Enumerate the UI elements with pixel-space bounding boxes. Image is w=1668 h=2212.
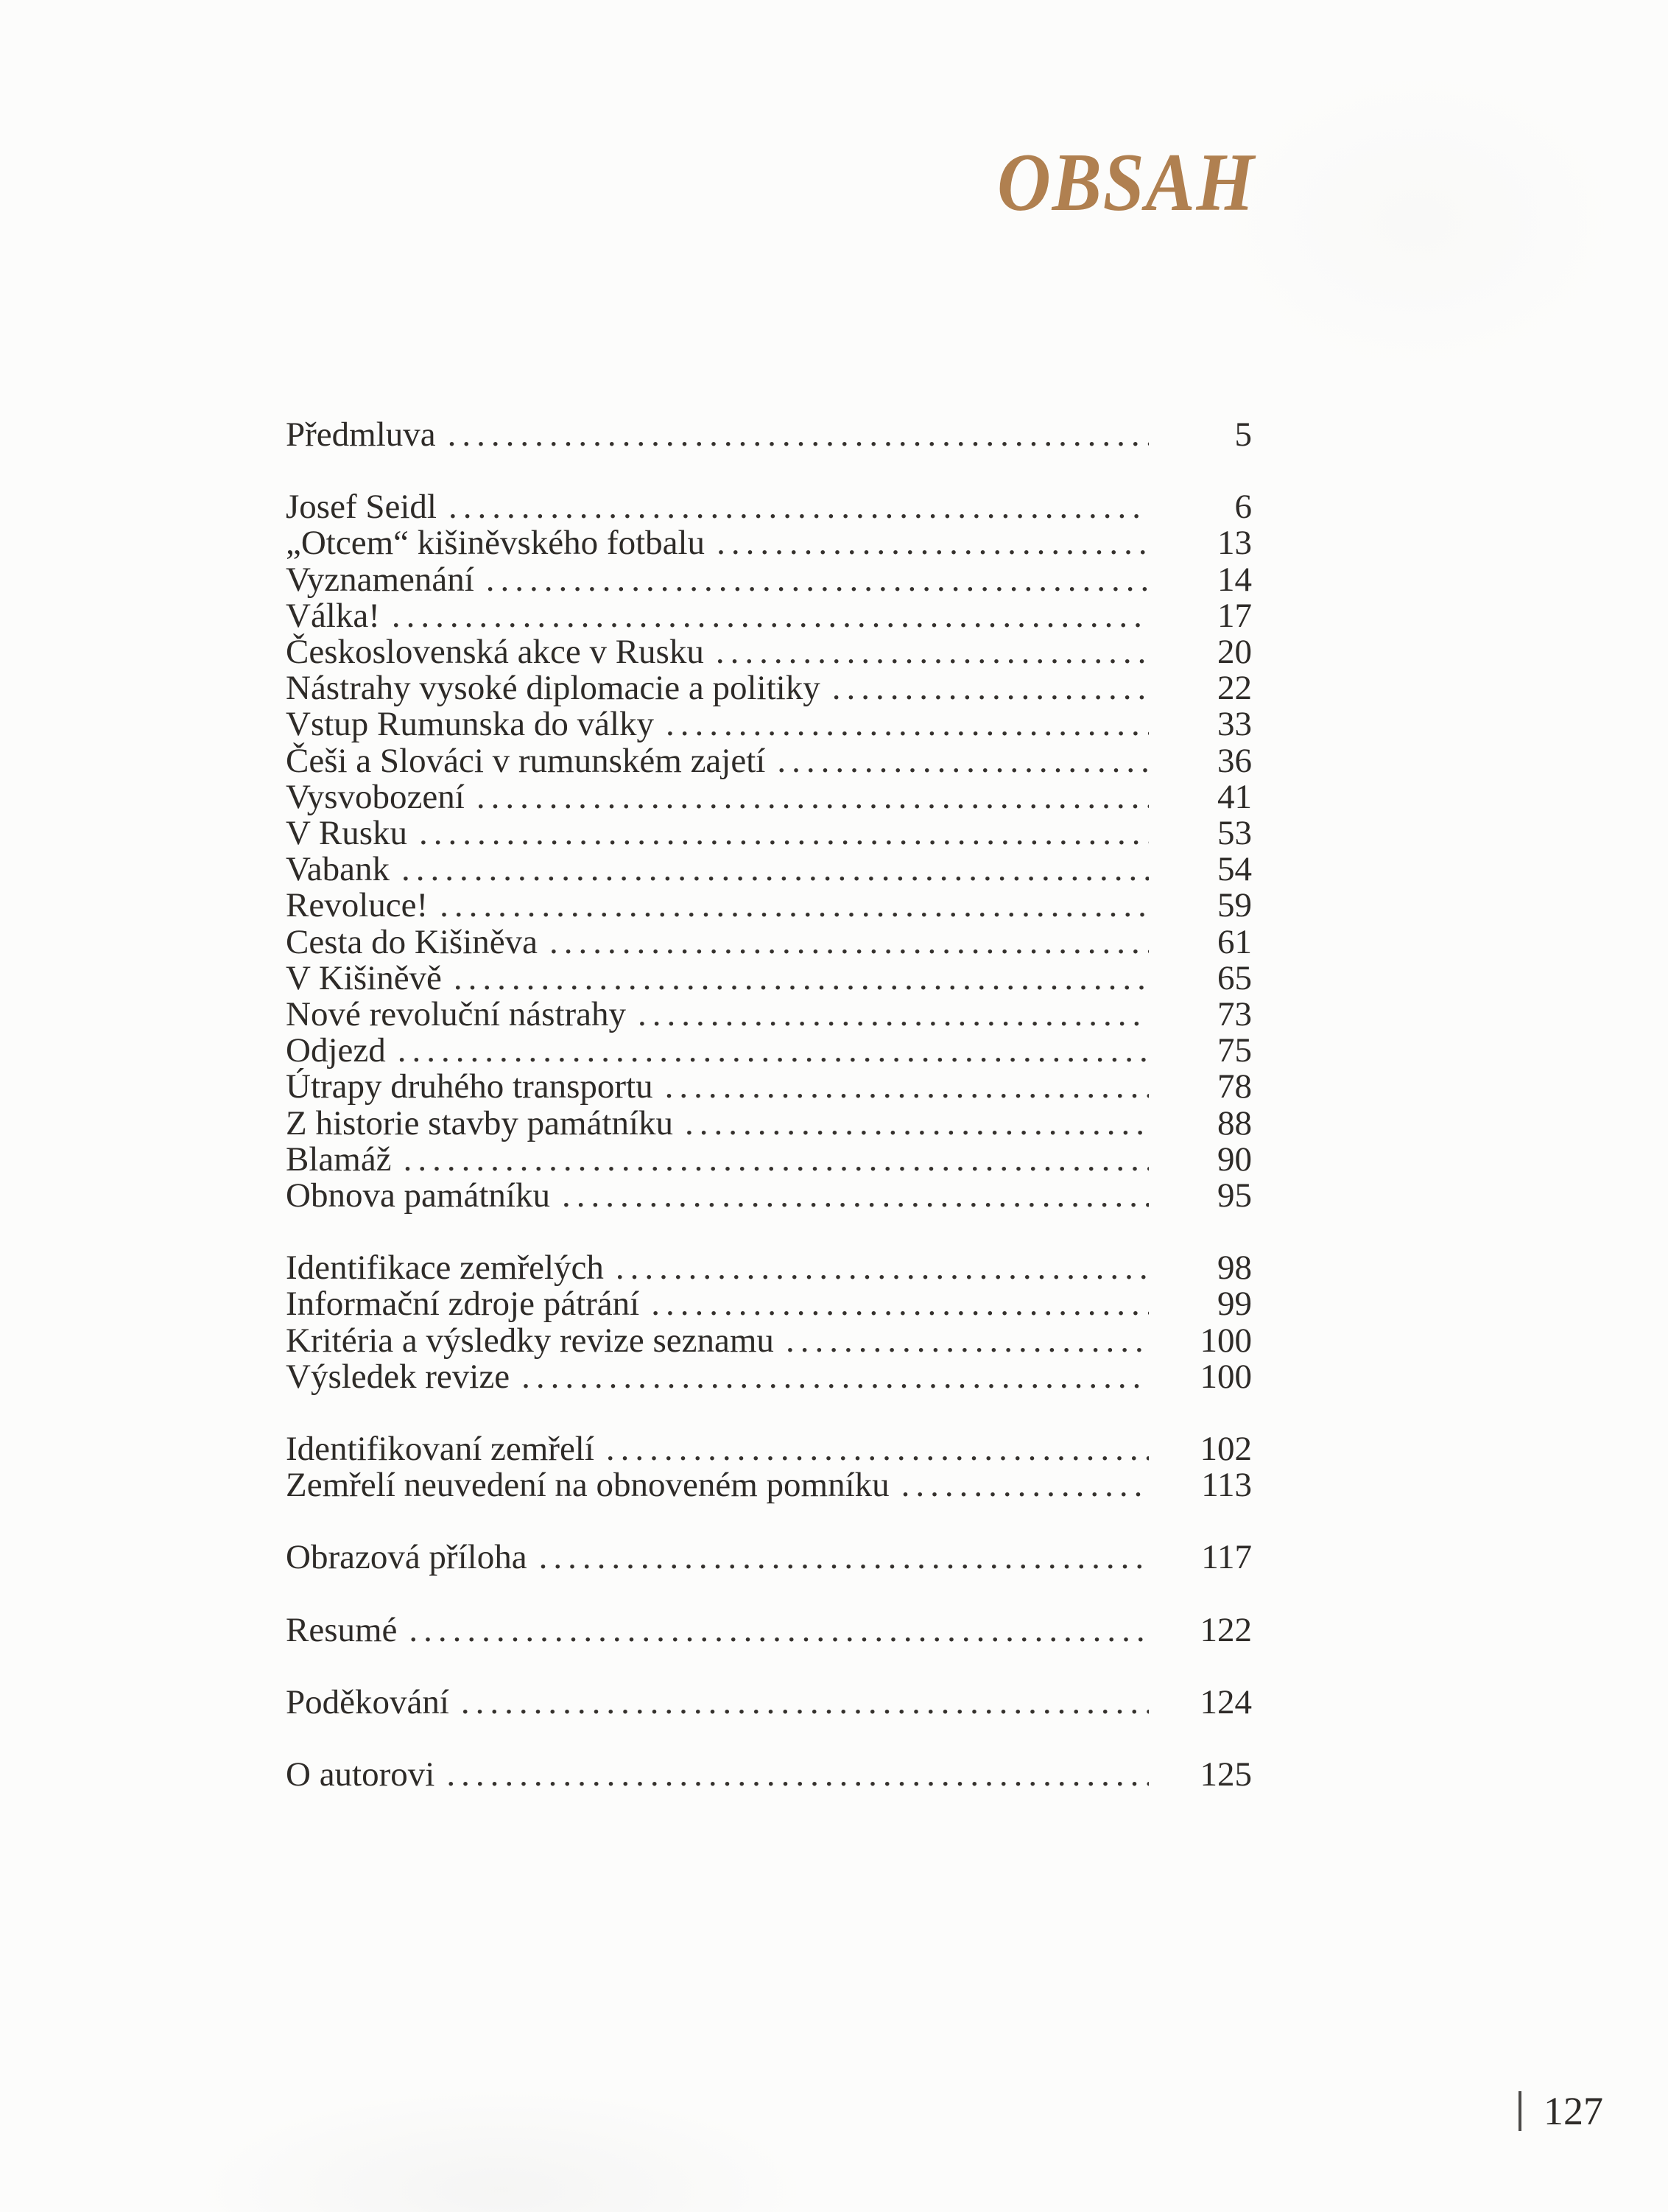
toc-entry-label: Vabank <box>286 850 390 889</box>
toc-entry-label: Obnova památníku <box>286 1176 550 1215</box>
toc-entry-page: 33 <box>1217 705 1252 744</box>
toc-entry-label: Nástrahy vysoké diplomacie a politiky <box>286 669 820 708</box>
toc-entry-label: Výsledek revize <box>286 1357 510 1396</box>
toc-entry <box>286 997 1252 1033</box>
toc-entry <box>286 562 1252 598</box>
dot-leader <box>777 743 1149 779</box>
toc-entry-label: Kritéria a výsledky revize seznamu <box>286 1321 774 1360</box>
toc-entry-page: 90 <box>1217 1140 1252 1179</box>
toc-entry-page: 20 <box>1217 633 1252 672</box>
toc-entry-label: Z historie stavby památníku <box>286 1103 674 1142</box>
toc-entry-page: 113 <box>1201 1466 1252 1505</box>
toc-entry-page: 78 <box>1217 1067 1252 1106</box>
toc-entry-label: Obrazová příloha <box>286 1538 527 1577</box>
toc-entry-label: V Kišiněvě <box>286 958 442 997</box>
toc-entry <box>286 958 1252 997</box>
toc-entry-page: 102 <box>1200 1430 1252 1469</box>
toc-entry-label: Josef Seidl <box>286 488 437 527</box>
toc-entry-label: Odjezd <box>286 1031 386 1070</box>
toc-entry-label: Revoluce! <box>286 886 429 925</box>
toc-entry-page: 41 <box>1217 777 1252 816</box>
toc-entry-page: 99 <box>1217 1285 1252 1324</box>
toc-entry-page: 125 <box>1200 1755 1252 1794</box>
toc-entry <box>286 1539 1252 1576</box>
toc-entry <box>286 417 1252 453</box>
toc-group <box>286 1757 1252 1793</box>
toc-entry <box>286 1250 1252 1286</box>
toc-entry-label: Identifikace zemřelých <box>286 1249 604 1288</box>
dot-leader <box>666 706 1149 742</box>
toc-entry-page: 100 <box>1200 1321 1252 1360</box>
toc-entry <box>286 1103 1252 1142</box>
toc-entry <box>286 525 1252 561</box>
toc-entry <box>286 706 1252 742</box>
toc-entry <box>286 852 1252 888</box>
toc-entry-label: Vyznamenání <box>286 560 474 599</box>
dot-leader <box>539 1539 1149 1576</box>
toc-entry <box>286 779 1252 815</box>
toc-entry-label: Cesta do Kišiněva <box>286 922 538 961</box>
dot-leader <box>616 1250 1149 1286</box>
dot-leader <box>549 924 1149 961</box>
dot-leader <box>392 598 1149 634</box>
toc-entry <box>286 1286 1252 1322</box>
dot-leader <box>448 417 1149 453</box>
toc-entry-page: 13 <box>1217 524 1252 563</box>
toc-entry-label: Blamáž <box>286 1140 392 1179</box>
dot-leader <box>562 1178 1149 1214</box>
dot-leader <box>638 997 1149 1033</box>
toc-entry-label: Útrapy druhého transportu <box>286 1067 653 1106</box>
toc-entry-label: Vstup Rumunska do války <box>286 705 655 744</box>
toc-entry-page: 6 <box>1234 488 1252 527</box>
toc-entry-page: 53 <box>1217 814 1252 853</box>
toc-entry <box>286 634 1252 670</box>
toc-group <box>286 1431 1252 1503</box>
dot-leader <box>446 1757 1149 1793</box>
toc-group <box>286 1539 1252 1576</box>
toc-group <box>286 1250 1252 1395</box>
toc-entry-page: 95 <box>1217 1176 1252 1215</box>
dot-leader <box>440 888 1149 924</box>
dot-leader <box>665 1069 1149 1105</box>
dot-leader <box>901 1467 1149 1503</box>
dot-leader <box>401 852 1149 888</box>
dot-leader <box>448 489 1149 525</box>
dot-leader <box>486 562 1149 598</box>
toc-entry-label: Válka! <box>286 596 380 635</box>
toc-entry-label: Češi a Slováci v rumunském zajetí <box>286 741 766 780</box>
toc-entry-page: 22 <box>1217 669 1252 708</box>
toc-entry <box>286 743 1252 779</box>
folio-page-number: 127 <box>1544 2089 1603 2133</box>
toc-entry <box>286 1323 1252 1359</box>
dot-leader <box>685 1106 1149 1142</box>
toc-entry-page: 59 <box>1217 886 1252 925</box>
toc-entry <box>286 1757 1252 1793</box>
toc-entry-page: 73 <box>1217 995 1252 1034</box>
toc-entry-page: 98 <box>1217 1249 1252 1288</box>
toc-entry <box>286 1359 1252 1395</box>
dot-leader <box>651 1286 1149 1322</box>
dot-leader <box>717 525 1149 561</box>
toc-entry <box>286 815 1252 852</box>
toc-entry-page: 36 <box>1217 741 1252 780</box>
folio-divider <box>1519 2091 1521 2131</box>
toc-entry <box>286 1431 1252 1467</box>
toc-entry <box>286 1612 1252 1649</box>
toc-entry-label: Československá akce v Rusku <box>286 633 704 672</box>
dot-leader <box>521 1359 1149 1395</box>
dot-leader <box>409 1612 1149 1649</box>
dot-leader <box>404 1142 1149 1178</box>
toc-group <box>286 1612 1252 1649</box>
toc-entry <box>286 1467 1252 1503</box>
toc-entry <box>286 888 1252 924</box>
toc-entry-label: Nové revoluční nástrahy <box>286 995 627 1034</box>
toc-group <box>286 1682 1252 1721</box>
toc-entry-label: Zemřelí neuvedení na obnoveném pomníku <box>286 1466 890 1505</box>
toc-entry-page: 65 <box>1217 958 1252 997</box>
dot-leader <box>786 1323 1149 1359</box>
folio <box>1519 2091 1603 2131</box>
toc-entry <box>286 1033 1252 1069</box>
dot-leader <box>461 1685 1149 1721</box>
page-title: OBSAH <box>997 137 1256 228</box>
toc-entry-label: Vysvobození <box>286 777 465 816</box>
toc-entry-page: 117 <box>1201 1538 1252 1577</box>
dot-leader <box>419 815 1149 852</box>
toc-entry-page: 14 <box>1217 560 1252 599</box>
toc-entry-page: 122 <box>1200 1610 1252 1649</box>
toc-group <box>286 417 1252 453</box>
toc-entry-page: 100 <box>1200 1357 1252 1396</box>
toc-entry <box>286 1178 1252 1214</box>
toc-entry <box>286 1682 1252 1721</box>
toc-entry-page: 61 <box>1217 922 1252 961</box>
toc-entry-label: V Rusku <box>286 814 407 853</box>
toc-entry-page: 124 <box>1200 1682 1252 1721</box>
toc-entry <box>286 1142 1252 1178</box>
toc-group <box>286 489 1252 1214</box>
dot-leader <box>716 634 1149 670</box>
toc-entry-label: Informační zdroje pátrání <box>286 1285 640 1324</box>
toc-entry <box>286 1069 1252 1105</box>
toc <box>286 417 1252 1793</box>
toc-entry <box>286 598 1252 634</box>
dot-leader <box>454 961 1149 997</box>
dot-leader <box>832 670 1149 706</box>
toc-entry-label: Resumé <box>286 1610 398 1649</box>
dot-leader <box>476 779 1149 815</box>
toc-entry <box>286 489 1252 525</box>
toc-entry-label: O autorovi <box>286 1755 435 1794</box>
toc-entry-label: Identifikovaní zemřelí <box>286 1430 594 1469</box>
toc-entry-label: Poděkování <box>286 1682 449 1721</box>
dot-leader <box>398 1033 1149 1069</box>
toc-entry-page: 88 <box>1217 1103 1252 1142</box>
toc-entry <box>286 924 1252 961</box>
toc-entry-page: 17 <box>1217 596 1252 635</box>
toc-entry-page: 54 <box>1217 850 1252 889</box>
toc-entry-page: 5 <box>1234 415 1252 454</box>
toc-entry-label: „Otcem“ kišiněvského fotbalu <box>286 524 705 563</box>
toc-entry-label: Předmluva <box>286 415 436 454</box>
dot-leader <box>606 1431 1149 1467</box>
toc-entry-page: 75 <box>1217 1031 1252 1070</box>
toc-entry <box>286 670 1252 706</box>
